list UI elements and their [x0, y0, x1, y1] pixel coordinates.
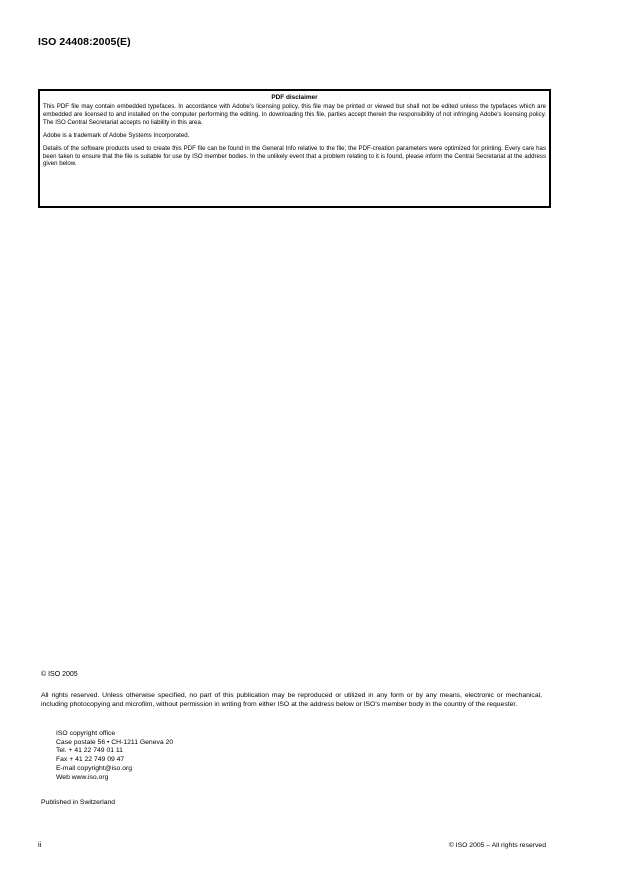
pdf-disclaimer-box — [38, 89, 551, 208]
address-web: Web www.iso.org — [56, 773, 109, 781]
page-number: ii — [38, 840, 42, 849]
address-line: Tel. + 41 22 749 01 11 — [56, 747, 123, 755]
address-email: E-mail copyright@iso.org — [56, 764, 133, 772]
document-id: ISO 24408:2005(E) — [38, 36, 131, 48]
footer-copyright: © ISO 2005 – All rights reserved — [448, 842, 546, 849]
disclaimer-title: PDF disclaimer — [271, 94, 318, 101]
address-line: Case postale 56 • CH-1211 Geneva 20 — [56, 738, 174, 746]
address-line: ISO copyright office — [56, 730, 116, 737]
copyright-notice: © ISO 2005 — [41, 671, 78, 678]
rights-statement: All rights reserved. Unless otherwise specified, no part of this publication may be reproduced or utilized in any form or by any means, electronic or mechanical, including photocopying and microfilm, without permission in writing from either ISO at the address below or ISO's member body in the country of the requester. — [41, 692, 542, 708]
disclaimer-paragraph-details: Details of the software products used to create this PDF file can be found in the General Info relative to the file; the PDF-creation parameters were optimized for printing. Every care has been taken to ensure that the file is suitable for use by ISO member bodies. In the unlikely event that a problem relating to it is found, please inform the Central Secretariat at the address given below. — [43, 144, 546, 168]
copyright-office-address — [56, 730, 173, 782]
disclaimer-paragraph-licensing: This PDF file may contain embedded typefaces. In accordance with Adobe's licensing policy, this file may be printed or viewed but shall not be edited unless the typefaces which are embedded are licensed to and installed on the computer performing the editing. In downloading this file, parties accept therein the responsibility of not infringing Adobe's licensing policy. The ISO Central Secretariat accepts no liability in this area. — [43, 103, 546, 126]
address-line: Fax + 41 22 749 09 47 — [56, 756, 125, 764]
disclaimer-paragraph-trademark: Adobe is a trademark of Adobe Systems Incorporated. — [43, 131, 190, 139]
published-location: Published in Switzerland — [41, 799, 116, 806]
